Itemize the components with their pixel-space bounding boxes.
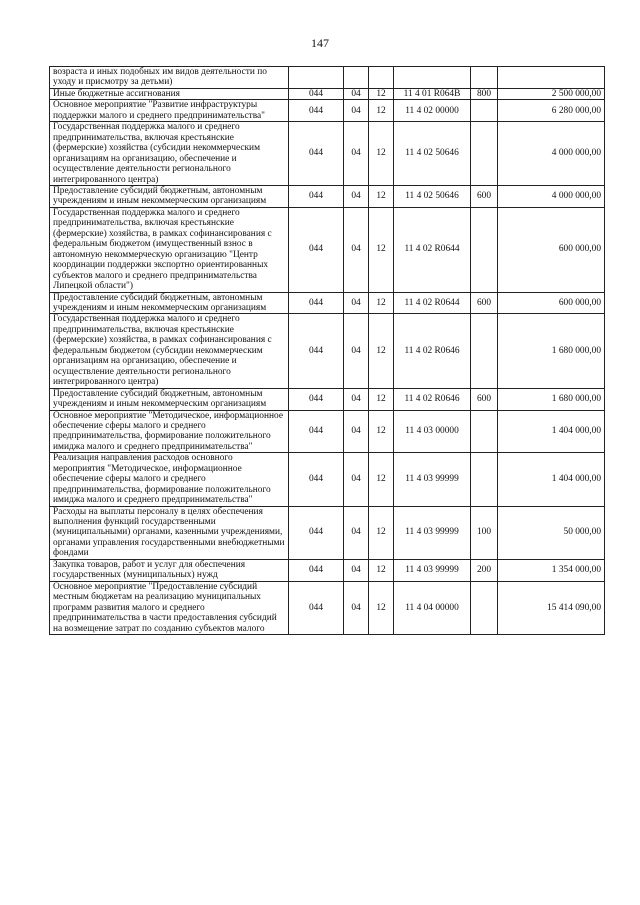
table-row — [50, 67, 605, 89]
section-code-cell: 04 — [344, 100, 369, 122]
table-row — [50, 506, 605, 559]
section-code-cell — [344, 67, 369, 89]
subsection-code-cell: 12 — [369, 207, 394, 292]
table-row — [50, 410, 605, 453]
ministry-code-cell: 044 — [289, 207, 344, 292]
section-code-cell: 04 — [344, 122, 369, 186]
expense-type-cell — [471, 100, 498, 122]
amount-cell: 15 414 090,00 — [498, 581, 605, 634]
table-row — [50, 581, 605, 634]
ministry-code-cell: 044 — [289, 453, 344, 506]
target-article-cell: 11 4 03 99999 — [394, 506, 471, 559]
amount-cell: 50 000,00 — [498, 506, 605, 559]
subsection-code-cell: 12 — [369, 581, 394, 634]
expense-type-cell: 100 — [471, 506, 498, 559]
amount-cell: 1 680 000,00 — [498, 388, 605, 410]
section-code-cell: 04 — [344, 410, 369, 453]
section-code-cell: 04 — [344, 88, 369, 99]
amount-cell: 2 500 000,00 — [498, 88, 605, 99]
ministry-code-cell: 044 — [289, 559, 344, 581]
ministry-code-cell: 044 — [289, 506, 344, 559]
section-code-cell: 04 — [344, 581, 369, 634]
expense-name-cell: Государственная поддержка малого и среднего предпринимательства, включая крестьянские (фермерские) хозяйства (субсидии некоммерческим организациям на организацию, обеспечение и осуществление деятельности регионального интегрированного центра) — [50, 122, 289, 186]
budget-allocation-table — [49, 66, 605, 635]
expense-name-cell: Предоставление субсидий бюджетным, автономным учреждениям и иным некоммерческим организациям — [50, 388, 289, 410]
subsection-code-cell: 12 — [369, 410, 394, 453]
subsection-code-cell: 12 — [369, 559, 394, 581]
ministry-code-cell: 044 — [289, 122, 344, 186]
subsection-code-cell: 12 — [369, 88, 394, 99]
amount-cell: 1 404 000,00 — [498, 410, 605, 453]
expense-name-cell: возраста и иных подобных им видов деятельности по уходу и присмотру за детьми) — [50, 67, 289, 89]
subsection-code-cell: 12 — [369, 122, 394, 186]
amount-cell: 4 000 000,00 — [498, 185, 605, 207]
expense-name-cell: Основное мероприятие "Развитие инфраструктуры поддержки малого и среднего предпринимательства" — [50, 100, 289, 122]
expense-name-cell: Государственная поддержка малого и среднего предпринимательства, включая крестьянские (фермерские) хозяйства, в рамках софинансирования с федеральным бюджетом (имущественный взнос в автономную некоммерческую организацию "Центр координации поддержки экспортно ориентированных субъектов малого и среднего предпринимательства Липецкой области") — [50, 207, 289, 292]
subsection-code-cell: 12 — [369, 453, 394, 506]
table-row — [50, 100, 605, 122]
expense-type-cell — [471, 410, 498, 453]
expense-type-cell: 600 — [471, 388, 498, 410]
table-row — [50, 88, 605, 99]
expense-name-cell: Государственная поддержка малого и среднего предпринимательства, включая крестьянские (фермерские) хозяйства, в рамках софинансирования с федеральным бюджетом (субсидии некоммерческим организациям на организацию, обеспечение и осуществление деятельности регионального интегрированного центра) — [50, 314, 289, 388]
target-article-cell: 11 4 02 R0646 — [394, 388, 471, 410]
ministry-code-cell: 044 — [289, 100, 344, 122]
ministry-code-cell: 044 — [289, 410, 344, 453]
ministry-code-cell — [289, 67, 344, 89]
table-row — [50, 185, 605, 207]
ministry-code-cell: 044 — [289, 185, 344, 207]
target-article-cell — [394, 67, 471, 89]
expense-name-cell: Закупка товаров, работ и услуг для обеспечения государственных (муниципальных) нужд — [50, 559, 289, 581]
target-article-cell: 11 4 02 50646 — [394, 122, 471, 186]
expense-type-cell: 200 — [471, 559, 498, 581]
section-code-cell: 04 — [344, 388, 369, 410]
amount-cell: 6 280 000,00 — [498, 100, 605, 122]
page-number: 147 — [311, 36, 329, 50]
expense-name-cell: Предоставление субсидий бюджетным, автономным учреждениям и иным некоммерческим организациям — [50, 292, 289, 314]
ministry-code-cell: 044 — [289, 292, 344, 314]
amount-cell: 4 000 000,00 — [498, 122, 605, 186]
table-body — [50, 67, 605, 635]
expense-type-cell — [471, 453, 498, 506]
amount-cell — [498, 67, 605, 89]
table-row — [50, 207, 605, 292]
ministry-code-cell: 044 — [289, 388, 344, 410]
section-code-cell: 04 — [344, 559, 369, 581]
subsection-code-cell — [369, 67, 394, 89]
expense-type-cell — [471, 67, 498, 89]
target-article-cell: 11 4 04 00000 — [394, 581, 471, 634]
section-code-cell: 04 — [344, 506, 369, 559]
target-article-cell: 11 4 01 R064В — [394, 88, 471, 99]
target-article-cell: 11 4 02 50646 — [394, 185, 471, 207]
expense-type-cell: 600 — [471, 292, 498, 314]
ministry-code-cell: 044 — [289, 314, 344, 388]
table-row — [50, 453, 605, 506]
expense-type-cell: 600 — [471, 185, 498, 207]
subsection-code-cell: 12 — [369, 506, 394, 559]
expense-type-cell — [471, 314, 498, 388]
target-article-cell: 11 4 02 R0646 — [394, 314, 471, 388]
section-code-cell: 04 — [344, 185, 369, 207]
table-row — [50, 388, 605, 410]
target-article-cell: 11 4 03 99999 — [394, 559, 471, 581]
table-row — [50, 292, 605, 314]
ministry-code-cell: 044 — [289, 88, 344, 99]
section-code-cell: 04 — [344, 207, 369, 292]
expense-name-cell: Предоставление субсидий бюджетным, автономным учреждениям и иным некоммерческим организациям — [50, 185, 289, 207]
expense-type-cell: 800 — [471, 88, 498, 99]
target-article-cell: 11 4 02 00000 — [394, 100, 471, 122]
expense-name-cell: Основное мероприятие "Предоставление субсидий местным бюджетам на реализацию муниципальных программ развития малого и среднего предпринимательства в части предоставления субсидий на возмещение затрат по созданию субъектов малого — [50, 581, 289, 634]
subsection-code-cell: 12 — [369, 185, 394, 207]
target-article-cell: 11 4 03 99999 — [394, 453, 471, 506]
table-row — [50, 122, 605, 186]
amount-cell: 1 680 000,00 — [498, 314, 605, 388]
ministry-code-cell: 044 — [289, 581, 344, 634]
expense-name-cell: Иные бюджетные ассигнования — [50, 88, 289, 99]
amount-cell: 600 000,00 — [498, 292, 605, 314]
amount-cell: 1 404 000,00 — [498, 453, 605, 506]
table-row — [50, 314, 605, 388]
subsection-code-cell: 12 — [369, 100, 394, 122]
expense-type-cell — [471, 581, 498, 634]
expense-name-cell: Реализация направления расходов основного мероприятия "Методическое, информационное обеспечение сферы малого и среднего предпринимательства, формирование положительного имиджа малого и среднего предпринимательства" — [50, 453, 289, 506]
table-row — [50, 559, 605, 581]
subsection-code-cell: 12 — [369, 292, 394, 314]
section-code-cell: 04 — [344, 314, 369, 388]
amount-cell: 600 000,00 — [498, 207, 605, 292]
expense-name-cell: Расходы на выплаты персоналу в целях обеспечения выполнения функций государственными (муниципальными) органами, казенными учреждениями, органами управления государственными внебюджетными фондами — [50, 506, 289, 559]
section-code-cell: 04 — [344, 453, 369, 506]
expense-type-cell — [471, 122, 498, 186]
target-article-cell: 11 4 03 00000 — [394, 410, 471, 453]
expense-type-cell — [471, 207, 498, 292]
subsection-code-cell: 12 — [369, 314, 394, 388]
expense-name-cell: Основное мероприятие "Методическое, информационное обеспечение сферы малого и среднего предпринимательства, формирование положительного имиджа малого и среднего предпринимательства" — [50, 410, 289, 453]
section-code-cell: 04 — [344, 292, 369, 314]
target-article-cell: 11 4 02 R0644 — [394, 292, 471, 314]
subsection-code-cell: 12 — [369, 388, 394, 410]
target-article-cell: 11 4 02 R0644 — [394, 207, 471, 292]
amount-cell: 1 354 000,00 — [498, 559, 605, 581]
